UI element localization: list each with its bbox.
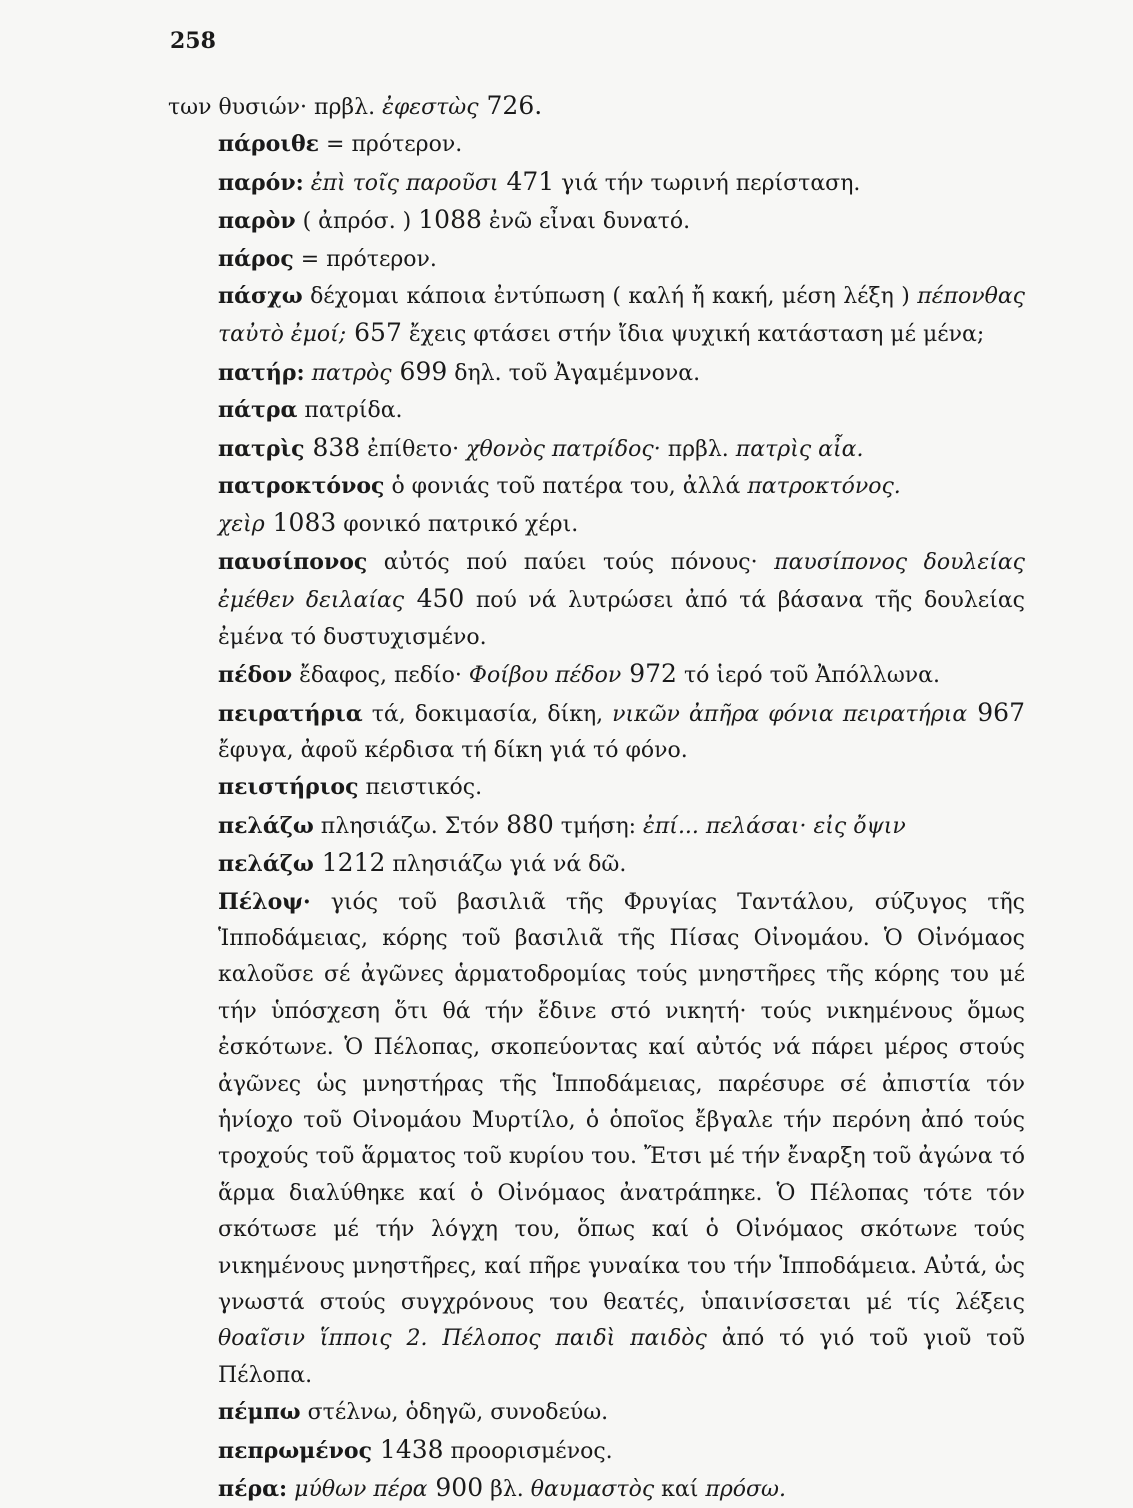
definition-text: ἔδαφος, πεδίο·	[292, 663, 469, 689]
glossary-entry	[168, 695, 1025, 770]
quotation: πατρὸς	[311, 360, 392, 386]
glossary-entry	[168, 88, 1025, 126]
glossary-entry	[168, 884, 1025, 1395]
quotation: θαυμαστὸς	[530, 1477, 655, 1503]
definition-text: τά, δοκιμασία, δίκη,	[362, 701, 613, 727]
glossary-entry	[168, 845, 1025, 883]
verse-number: 726.	[478, 91, 543, 120]
definition-text: γιός τοῦ βασιλιᾶ τῆς Φρυγίας Ταντάλου, σύζυγος τῆς Ἱπποδάμειας, κόρης τοῦ βασιλιᾶ τῆς Πίσας Οἰνομάου. Ὁ Οἰνόμαος καλοῦσε σέ ἀγῶνες ἁρματοδρομίας τούς μνηστῆρες τῆς κόρης του μέ τήν ὑπόσχεση ὅτι θά τήν ἔδινε στό νικητή· τούς νικημένους ὅμως ἐσκότωνε. Ὁ Πέλοπας, σκοπεύοντας καί αὐτός νά πάρει μέρος στούς ἀγῶνες ὡς μνηστήρας τῆς Ἱπποδάμειας, παρέσυρε σέ ἀπιστία τόν ἡνίοχο τοῦ Οἰνομάου Μυρτίλο, ὁ ὁποῖος ἔβγαλε τήν περόνη ἀπό τούς τροχούς τοῦ ἅρματος τοῦ κυρίου του. Ἔτσι μέ τήν ἔναρξη τοῦ ἀγώνα τό ἅρμα διαλύθηκε καί ὁ Οἰνόμαος ἀνατράπηκε. Ὁ Πέλοπας τότε τόν σκότωσε μέ τήν λόγχη του, ὅπως καί ὁ Οἰνόμαος σκότωνε τούς νικημένους μνηστῆρες, καί πῆρε γυναίκα του τήν Ἱπποδάμεια. Αὐτά, ὡς γνωστά στούς συγχρόνους του θεατές, ὑπαινίσσεται μέ τίς λέξεις	[218, 889, 1025, 1315]
glossary-entry	[168, 505, 1025, 543]
headword: πάροιθε	[218, 131, 320, 158]
quotation: ἐπί... πελάσαι· εἰς ὄψιν	[643, 813, 906, 839]
headword: πέμπω	[218, 1399, 301, 1426]
headword: πάτρα	[218, 397, 298, 424]
headword: παρόν:	[218, 169, 304, 196]
verse-number: 1083	[264, 508, 337, 538]
verse-number: 880	[506, 809, 554, 839]
definition-text: καί	[654, 1477, 706, 1503]
definition-text: των θυσιών· πρβλ.	[168, 95, 383, 120]
headword: Πέλοψ·	[218, 888, 311, 915]
headword: πάσχω	[218, 283, 303, 310]
glossary-entry	[168, 807, 1025, 845]
headword: πειρατήρια	[218, 700, 363, 727]
glossary-entry	[168, 656, 1025, 694]
glossary-entry	[168, 354, 1025, 392]
quotation: χθονὸς πατρίδος·	[466, 436, 661, 462]
headword: πατροκτόνος	[218, 473, 385, 500]
glossary-entry	[168, 769, 1025, 806]
glossary-entry	[168, 1470, 1025, 1508]
verse-number: 972	[621, 659, 677, 689]
headword: πειστήριος	[218, 774, 359, 801]
definition-text: δηλ. τοῦ Ἀγαμέμνονα.	[447, 360, 701, 386]
definition-text: πειστικός.	[358, 775, 483, 801]
verse-number: 450	[404, 584, 465, 614]
headword: παρὸν	[218, 208, 296, 235]
glossary-entry	[168, 544, 1025, 656]
glossary-entry	[168, 202, 1025, 240]
headword: πατήρ:	[218, 359, 305, 386]
definition-text: βλ.	[483, 1477, 531, 1503]
definition-text: = πρότερον.	[319, 132, 463, 158]
glossary-entry	[168, 1432, 1025, 1470]
quotation: ἐπὶ τοῖς παροῦσι	[310, 170, 499, 196]
definition-text: πού νά λυτρώσει ἀπό τά βάσανα τῆς δουλείας ἐμένα τό δυστυχισμένο.	[218, 588, 1026, 650]
headword: πελάζω	[218, 851, 314, 878]
verse-number: 967	[967, 697, 1025, 727]
glossary-entry	[168, 392, 1025, 429]
definition-text: ἔφυγα, ἀφοῦ κέρδισα τή δίκη γιά τό φόνο.	[218, 737, 688, 763]
glossary-entry	[168, 1394, 1025, 1431]
definition-text: ὁ φονιάς τοῦ πατέρα του, ἀλλά	[384, 474, 748, 500]
definition-text	[305, 361, 312, 386]
quotation: μύθων πέρα	[294, 1477, 428, 1503]
definition-text: = πρότερον.	[293, 246, 437, 272]
definition-text: ἐπίθετο·	[360, 436, 467, 462]
verse-number: 1438	[371, 1434, 444, 1464]
quotation: πέπονθας ταὐτὸ ἐμοί;	[218, 284, 1025, 348]
definition-text: φονικό πατρικό χέρι.	[336, 512, 579, 538]
verse-number: 1212	[313, 848, 386, 878]
quotation: πρόσω.	[705, 1477, 786, 1503]
glossary-entry	[168, 126, 1025, 163]
quotation: πατροκτόνος.	[747, 474, 901, 500]
definition-text: τό ἱερό τοῦ Ἀπόλλωνα.	[676, 663, 940, 689]
quotation: πατρὶς αἶα.	[735, 436, 864, 462]
headword: πέδον	[218, 662, 293, 689]
verse-number: 1088	[418, 205, 482, 235]
quotation: θοαῖσιν ἵπποις 2. Πέλοπος παιδὶ παιδὸς	[218, 1326, 707, 1352]
verse-number: 900	[427, 1473, 484, 1503]
definition-text: δέχομαι κάποια ἐντύπωση ( καλή ἤ κακή, μέση λέξη )	[302, 284, 918, 310]
headword: παυσίπονος	[218, 548, 368, 575]
headword: πεπρωμένος	[218, 1437, 372, 1464]
verse-number: 471	[498, 166, 555, 196]
definition-text: γιά τήν τωρινή περίσταση.	[554, 170, 861, 196]
glossary-entry	[168, 430, 1025, 468]
verse-number: 838	[304, 432, 361, 462]
headword: πελάζω	[218, 812, 314, 839]
definition-text: στέλνω, ὁδηγῶ, συνοδεύω.	[300, 1400, 609, 1426]
quotation: χεὶρ	[218, 512, 265, 538]
definition-text: πλησιάζω γιά νά δῶ.	[385, 852, 627, 878]
headword: πέρα:	[218, 1476, 288, 1503]
definition-text: ἐνῶ εἶναι δυνατό.	[481, 209, 691, 235]
verse-number: 699	[391, 356, 448, 386]
definition-text: ἀπό τό γιό τοῦ γιοῦ τοῦ Πέλοπα.	[218, 1326, 1025, 1388]
headword: πατρὶς	[218, 435, 305, 462]
glossary-entry	[168, 278, 1025, 354]
definition-text: αὐτός πού παύει τούς πόνους·	[367, 549, 775, 575]
definition-text: πρβλ.	[660, 436, 736, 462]
quotation: ἐφεστὼς	[382, 95, 479, 120]
verse-number: 657	[346, 318, 402, 348]
definition-text: ( ἀπρόσ. )	[295, 209, 419, 235]
glossary-entry	[168, 468, 1025, 505]
headword: πάρος	[218, 245, 294, 272]
glossary-text	[168, 88, 1025, 1508]
definition-text	[304, 171, 311, 196]
definition-text: ἔχεις φτάσει στήν ἴδια ψυχική κατάσταση μέ μένα;	[401, 322, 985, 348]
definition-text: πλησιάζω. Στόν	[313, 813, 507, 839]
quotation: Φοίβου πέδον	[468, 663, 622, 689]
definition-text: πατρίδα.	[297, 398, 403, 424]
quotation: νικῶν ἀπῆρα φόνια πειρατήρια	[612, 701, 968, 727]
glossary-entry	[168, 241, 1025, 278]
definition-text: τμήση:	[553, 813, 644, 839]
page-number: 258	[170, 28, 216, 54]
definition-text: προορισμένος.	[443, 1438, 613, 1464]
glossary-entry	[168, 164, 1025, 202]
quotation: παυσίπονος δουλείας ἐμέθεν δειλαίας	[218, 549, 1025, 614]
